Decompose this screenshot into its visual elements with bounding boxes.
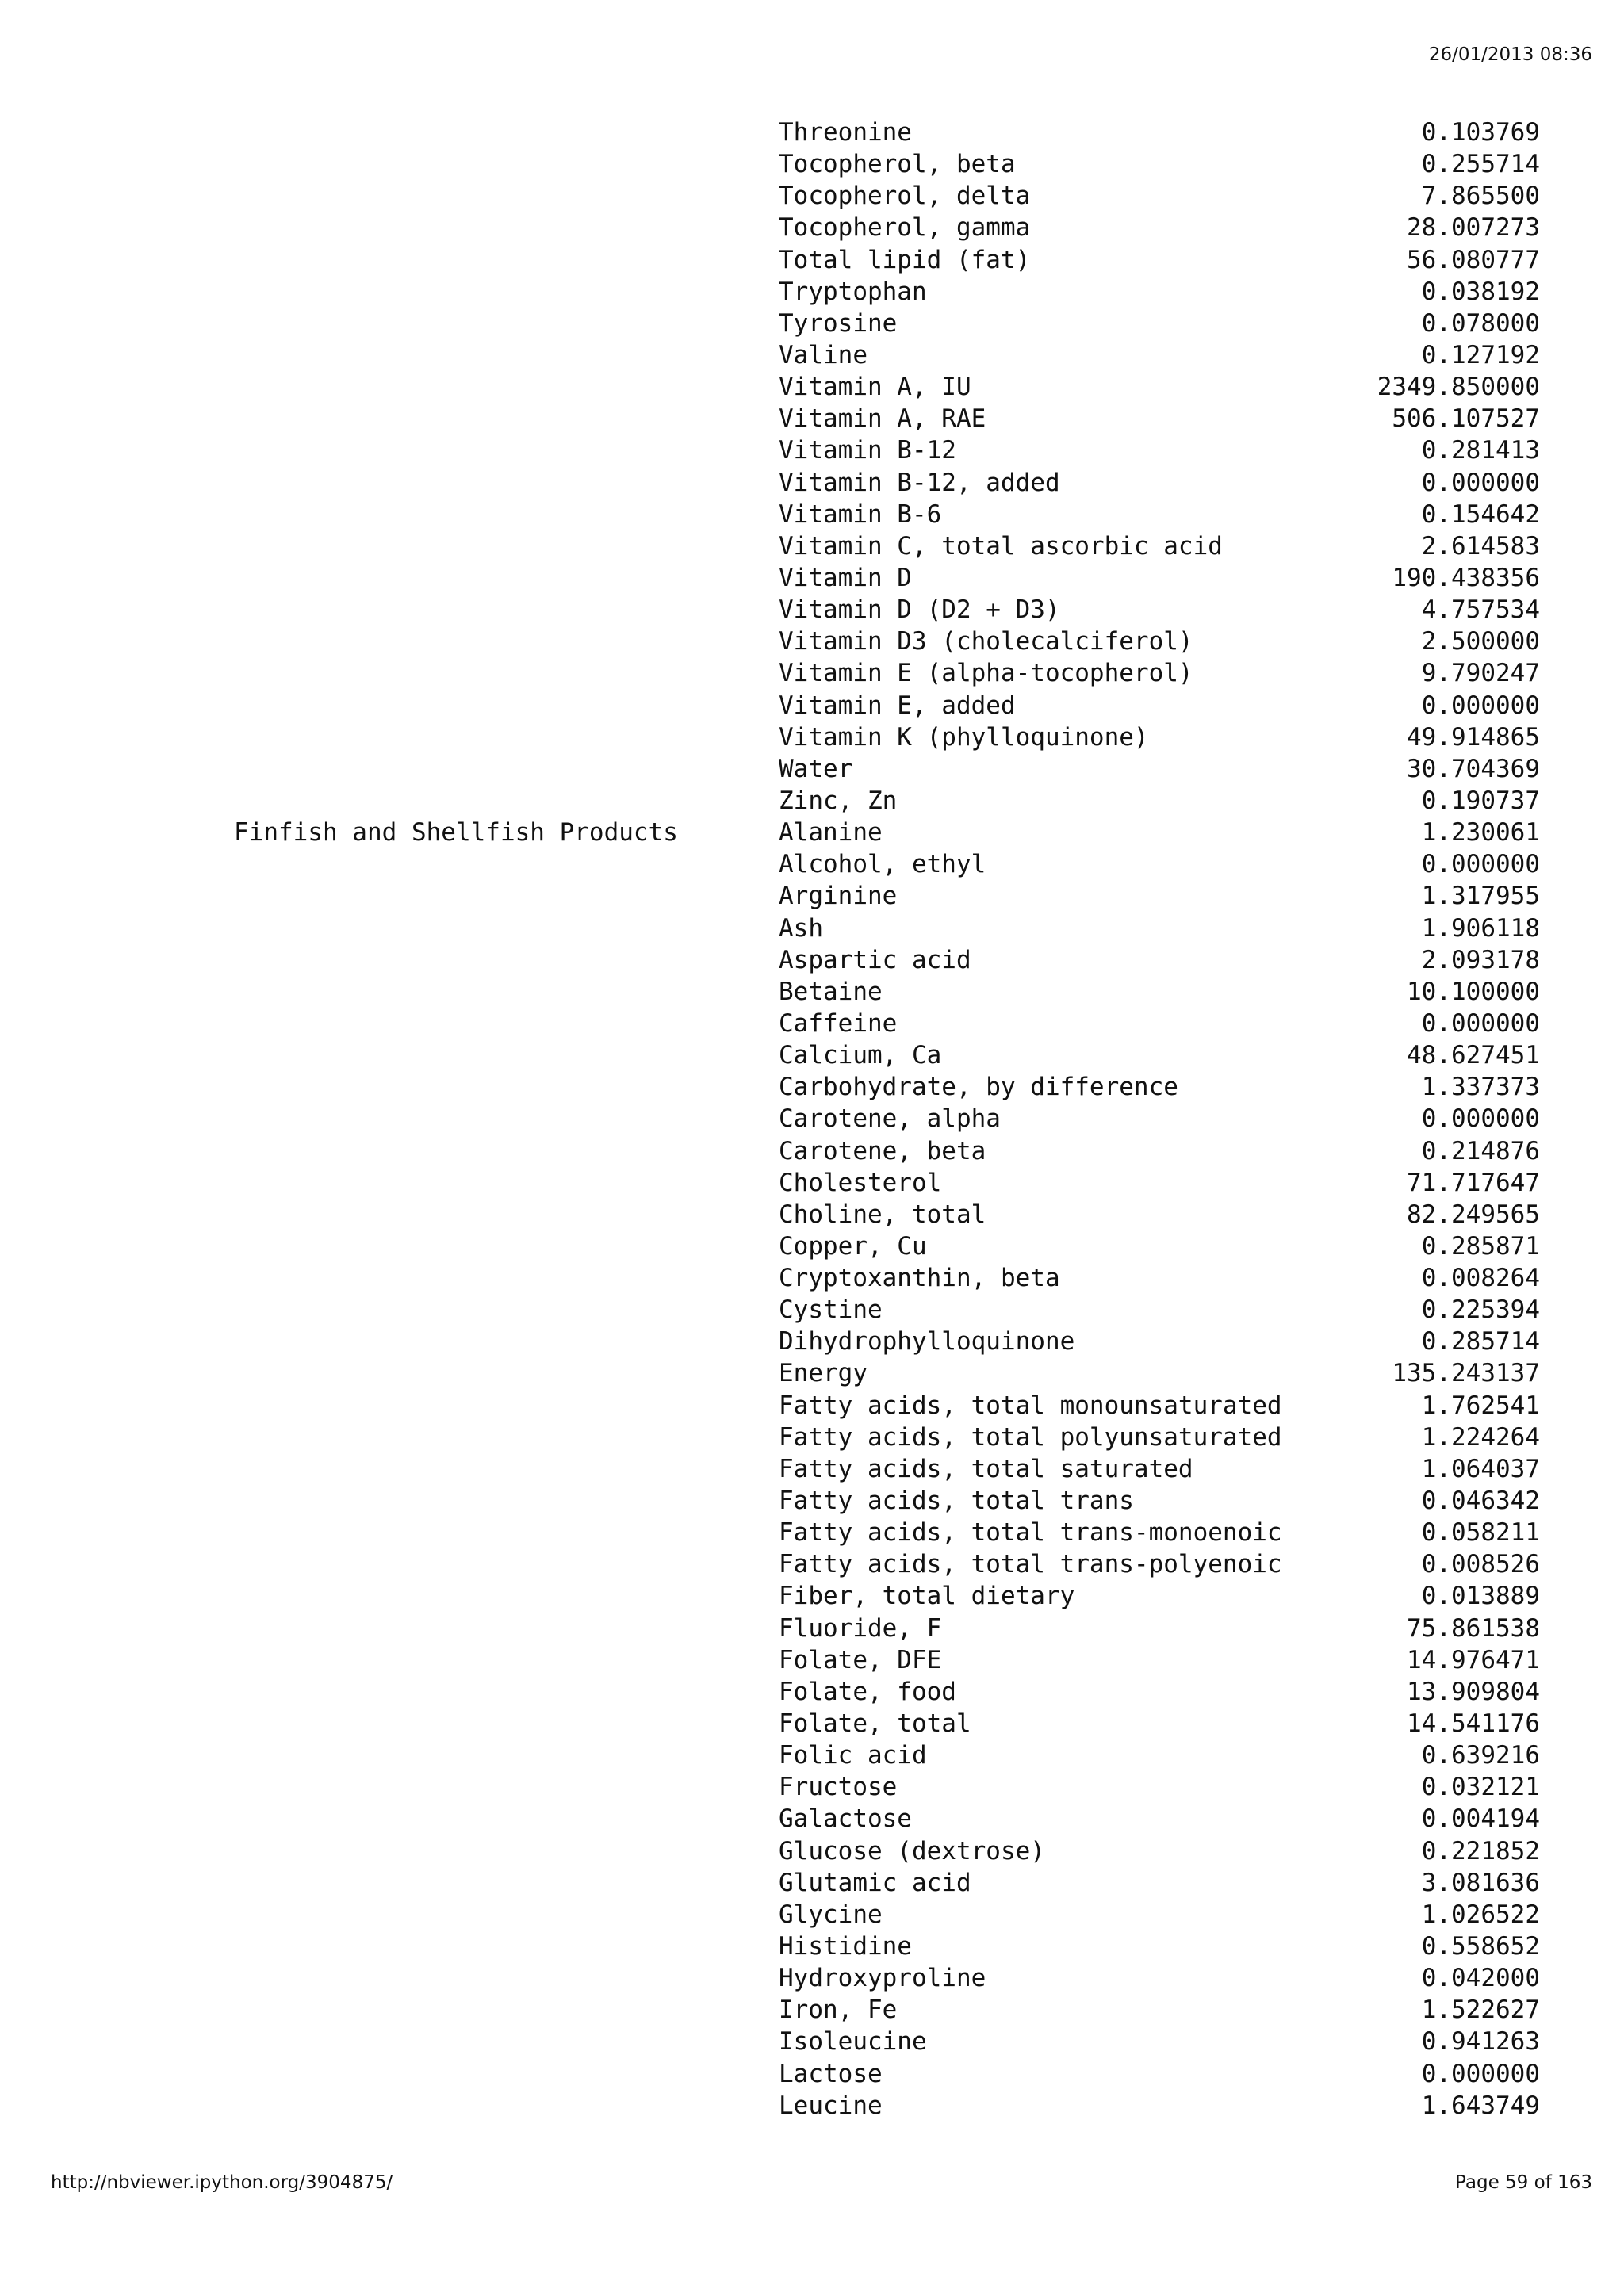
table-row — [0, 1103, 1624, 1135]
nutrient-name: Betaine — [779, 977, 883, 1006]
nutrient-value: 0.004194 — [1421, 1804, 1540, 1834]
nutrient-value: 0.038192 — [1421, 277, 1540, 306]
nutrient-name: Cholesterol — [779, 1168, 942, 1197]
nutrient-name: Folate, DFE — [779, 1645, 942, 1674]
table-row — [0, 1294, 1624, 1326]
nutrient-name: Total lipid (fat) — [779, 245, 1031, 274]
nutrient-name: Tocopherol, beta — [779, 150, 1016, 179]
nutrient-value: 0.042000 — [1421, 1964, 1540, 1993]
nutrient-name: Fatty acids, total trans-polyenoic — [779, 1550, 1282, 1579]
nutrient-value: 1.906118 — [1421, 913, 1540, 943]
nutrient-name: Ash — [779, 913, 823, 943]
nutrient-value: 0.214876 — [1421, 1136, 1540, 1165]
table-row — [0, 1708, 1624, 1739]
table-row — [0, 2058, 1624, 2090]
nutrient-name: Vitamin K (phylloquinone) — [779, 722, 1149, 752]
nutrient-value: 2.614583 — [1421, 531, 1540, 561]
nutrient-value: 71.717647 — [1407, 1168, 1540, 1197]
nutrient-name: Vitamin B-6 — [779, 499, 942, 529]
table-row — [0, 1994, 1624, 2026]
nutrient-value: 1.643749 — [1421, 2091, 1540, 2120]
footer-url: http://nbviewer.ipython.org/3904875/ — [51, 2172, 393, 2193]
nutrient-name: Fiber, total dietary — [779, 1582, 1075, 1611]
nutrient-value: 56.080777 — [1407, 245, 1540, 274]
nutrient-value: 0.639216 — [1421, 1741, 1540, 1770]
table-row — [0, 308, 1624, 339]
table-row — [0, 467, 1624, 499]
table-row — [0, 2026, 1624, 2057]
table-row — [0, 1803, 1624, 1835]
nutrient-value: 1.026522 — [1421, 1900, 1540, 1929]
nutrient-name: Leucine — [779, 2091, 883, 2120]
nutrient-name: Fatty acids, total trans-monoenoic — [779, 1518, 1282, 1548]
table-row — [0, 1644, 1624, 1676]
table-row — [0, 690, 1624, 721]
nutrient-name: Tryptophan — [779, 277, 927, 306]
table-row — [0, 1199, 1624, 1230]
nutrient-value: 1.230061 — [1421, 818, 1540, 848]
table-row — [0, 1008, 1624, 1039]
table-row — [0, 1613, 1624, 1644]
table-row — [0, 276, 1624, 308]
nutrient-value: 506.107527 — [1392, 404, 1540, 434]
table-row — [0, 721, 1624, 753]
nutrient-name: Threonine — [779, 118, 912, 147]
table-row — [0, 1422, 1624, 1453]
nutrient-name: Tocopherol, delta — [779, 182, 1031, 211]
nutrient-name: Aspartic acid — [779, 945, 971, 974]
print-timestamp: 26/01/2013 08:36 — [1428, 44, 1592, 65]
nutrient-value: 3.081636 — [1421, 1868, 1540, 1897]
nutrient-value: 190.438356 — [1392, 563, 1540, 592]
nutrient-value: 82.249565 — [1407, 1200, 1540, 1229]
nutrient-value: 135.243137 — [1392, 1359, 1540, 1388]
nutrient-name: Glucose (dextrose) — [779, 1836, 1045, 1866]
nutrient-name: Carotene, beta — [779, 1136, 986, 1165]
nutrient-value: 0.285714 — [1421, 1327, 1540, 1357]
nutrient-value: 2.500000 — [1421, 627, 1540, 656]
nutrient-value: 0.000000 — [1421, 850, 1540, 879]
table-row — [0, 1071, 1624, 1103]
nutrient-value: 0.000000 — [1421, 691, 1540, 720]
nutrient-name: Alcohol, ethyl — [779, 850, 986, 879]
table-row — [0, 499, 1624, 530]
nutrient-value: 30.704369 — [1407, 754, 1540, 783]
nutrient-name: Carotene, alpha — [779, 1104, 1001, 1134]
nutrient-value: 0.032121 — [1421, 1773, 1540, 1802]
table-row — [0, 1453, 1624, 1485]
nutrient-name: Alanine — [779, 818, 883, 848]
table-row — [0, 1771, 1624, 1803]
nutrient-name: Lactose — [779, 2059, 883, 2088]
nutrient-value: 48.627451 — [1407, 1041, 1540, 1070]
nutrient-value: 2.093178 — [1421, 945, 1540, 974]
table-row — [0, 562, 1624, 594]
table-row — [0, 1326, 1624, 1357]
table-row — [0, 785, 1624, 817]
table-row — [0, 1548, 1624, 1580]
table-row — [0, 1262, 1624, 1294]
table-row — [0, 371, 1624, 403]
nutrient-name: Histidine — [779, 1932, 912, 1961]
table-row — [0, 848, 1624, 880]
table-row — [0, 1485, 1624, 1517]
table-row — [0, 817, 1624, 848]
table-row — [0, 2090, 1624, 2122]
nutrient-value: 10.100000 — [1407, 977, 1540, 1006]
nutrient-name: Choline, total — [779, 1200, 986, 1229]
nutrient-name: Caffeine — [779, 1008, 898, 1038]
table-row — [0, 1167, 1624, 1199]
nutrient-value: 4.757534 — [1421, 595, 1540, 625]
nutrient-value: 0.008264 — [1421, 1264, 1540, 1293]
nutrient-value: 0.103769 — [1421, 118, 1540, 147]
nutrient-value: 14.976471 — [1407, 1645, 1540, 1674]
nutrient-name: Cryptoxanthin, beta — [779, 1264, 1060, 1293]
nutrient-name: Dihydrophylloquinone — [779, 1327, 1075, 1357]
nutrient-value: 0.225394 — [1421, 1295, 1540, 1325]
table-row — [0, 244, 1624, 276]
table-row — [0, 944, 1624, 976]
table-row — [0, 339, 1624, 371]
table-row — [0, 1739, 1624, 1771]
table-row — [0, 530, 1624, 562]
table-row — [0, 1390, 1624, 1422]
nutrient-name: Tocopherol, gamma — [779, 213, 1031, 243]
nutrient-name: Fatty acids, total monounsaturated — [779, 1391, 1282, 1420]
nutrient-value: 1.064037 — [1421, 1454, 1540, 1483]
table-row — [0, 976, 1624, 1008]
nutrient-name: Zinc, Zn — [779, 786, 898, 815]
page-number: Page 59 of 163 — [1455, 2172, 1592, 2193]
nutrient-name: Vitamin B-12, added — [779, 468, 1060, 497]
nutrient-value: 0.000000 — [1421, 1008, 1540, 1038]
nutrient-name: Folate, food — [779, 1677, 956, 1706]
table-row — [0, 626, 1624, 657]
nutrient-name: Energy — [779, 1359, 868, 1388]
table-row — [0, 434, 1624, 466]
nutrient-name: Tyrosine — [779, 308, 898, 338]
table-row — [0, 913, 1624, 944]
nutrient-name: Fatty acids, total saturated — [779, 1454, 1193, 1483]
table-row — [0, 880, 1624, 912]
nutrient-value: 0.190737 — [1421, 786, 1540, 815]
table-row — [0, 1357, 1624, 1389]
nutrient-value: 2349.850000 — [1377, 373, 1540, 402]
table-row — [0, 1580, 1624, 1612]
nutrient-value: 0.558652 — [1421, 1932, 1540, 1961]
table-row — [0, 403, 1624, 434]
nutrient-value: 14.541176 — [1407, 1709, 1540, 1739]
food-group-label: Finfish and Shellfish Products — [234, 818, 678, 848]
nutrient-name: Hydroxyproline — [779, 1964, 986, 1993]
table-row — [0, 1867, 1624, 1899]
nutrient-name: Vitamin E, added — [779, 691, 1016, 720]
nutrient-name: Fluoride, F — [779, 1613, 942, 1643]
nutrient-value: 0.281413 — [1421, 436, 1540, 465]
table-row — [0, 657, 1624, 689]
nutrient-name: Vitamin D (D2 + D3) — [779, 595, 1060, 625]
nutrient-name: Vitamin E (alpha-tocopherol) — [779, 659, 1193, 688]
nutrient-name: Arginine — [779, 882, 898, 911]
nutrient-name: Water — [779, 754, 853, 783]
nutrient-value: 0.154642 — [1421, 499, 1540, 529]
nutrient-value: 0.941263 — [1421, 2027, 1540, 2057]
nutrient-value: 49.914865 — [1407, 722, 1540, 752]
table-row — [0, 212, 1624, 243]
nutrient-value: 0.046342 — [1421, 1487, 1540, 1516]
table-row — [0, 1962, 1624, 1994]
table-row — [0, 1135, 1624, 1167]
nutrient-value: 9.790247 — [1421, 659, 1540, 688]
table-row — [0, 1230, 1624, 1262]
table-row — [0, 1676, 1624, 1708]
table-row — [0, 753, 1624, 785]
nutrient-name: Iron, Fe — [779, 1996, 898, 2025]
nutrient-value: 0.013889 — [1421, 1582, 1540, 1611]
nutrient-table — [0, 117, 1624, 2122]
table-row — [0, 1039, 1624, 1071]
nutrient-value: 0.255714 — [1421, 150, 1540, 179]
table-row — [0, 148, 1624, 180]
nutrient-value: 75.861538 — [1407, 1613, 1540, 1643]
nutrient-name: Vitamin A, RAE — [779, 404, 986, 434]
nutrient-value: 0.000000 — [1421, 2059, 1540, 2088]
nutrient-name: Folate, total — [779, 1709, 971, 1739]
table-row — [0, 1835, 1624, 1867]
nutrient-value: 0.000000 — [1421, 1104, 1540, 1134]
nutrient-name: Copper, Cu — [779, 1231, 927, 1261]
nutrient-name: Fatty acids, total polyunsaturated — [779, 1422, 1282, 1452]
nutrient-name: Galactose — [779, 1804, 912, 1834]
nutrient-name: Glutamic acid — [779, 1868, 971, 1897]
table-row — [0, 180, 1624, 212]
nutrient-value: 13.909804 — [1407, 1677, 1540, 1706]
nutrient-name: Isoleucine — [779, 2027, 927, 2057]
nutrient-name: Vitamin C, total ascorbic acid — [779, 531, 1223, 561]
nutrient-value: 0.127192 — [1421, 340, 1540, 369]
table-row — [0, 1899, 1624, 1931]
nutrient-value: 1.337373 — [1421, 1073, 1540, 1102]
nutrient-name: Fatty acids, total trans — [779, 1487, 1134, 1516]
nutrient-value: 28.007273 — [1407, 213, 1540, 243]
nutrient-value: 1.762541 — [1421, 1391, 1540, 1420]
nutrient-value: 0.285871 — [1421, 1231, 1540, 1261]
nutrient-value: 1.522627 — [1421, 1996, 1540, 2025]
table-row — [0, 1517, 1624, 1548]
table-row — [0, 117, 1624, 148]
nutrient-name: Glycine — [779, 1900, 883, 1929]
nutrient-value: 0.078000 — [1421, 308, 1540, 338]
nutrient-name: Cystine — [779, 1295, 883, 1325]
nutrient-name: Carbohydrate, by difference — [779, 1073, 1178, 1102]
nutrient-name: Vitamin B-12 — [779, 436, 956, 465]
table-row — [0, 594, 1624, 626]
nutrient-value: 1.224264 — [1421, 1422, 1540, 1452]
nutrient-value: 1.317955 — [1421, 882, 1540, 911]
nutrient-value: 0.008526 — [1421, 1550, 1540, 1579]
nutrient-value: 0.221852 — [1421, 1836, 1540, 1866]
nutrient-name: Vitamin D3 (cholecalciferol) — [779, 627, 1193, 656]
nutrient-name: Fructose — [779, 1773, 898, 1802]
nutrient-name: Valine — [779, 340, 868, 369]
nutrient-value: 0.000000 — [1421, 468, 1540, 497]
nutrient-value: 7.865500 — [1421, 182, 1540, 211]
nutrient-name: Calcium, Ca — [779, 1041, 942, 1070]
nutrient-name: Vitamin D — [779, 563, 912, 592]
nutrient-name: Folic acid — [779, 1741, 927, 1770]
nutrient-value: 0.058211 — [1421, 1518, 1540, 1548]
nutrient-name: Vitamin A, IU — [779, 373, 971, 402]
table-row — [0, 1931, 1624, 1962]
